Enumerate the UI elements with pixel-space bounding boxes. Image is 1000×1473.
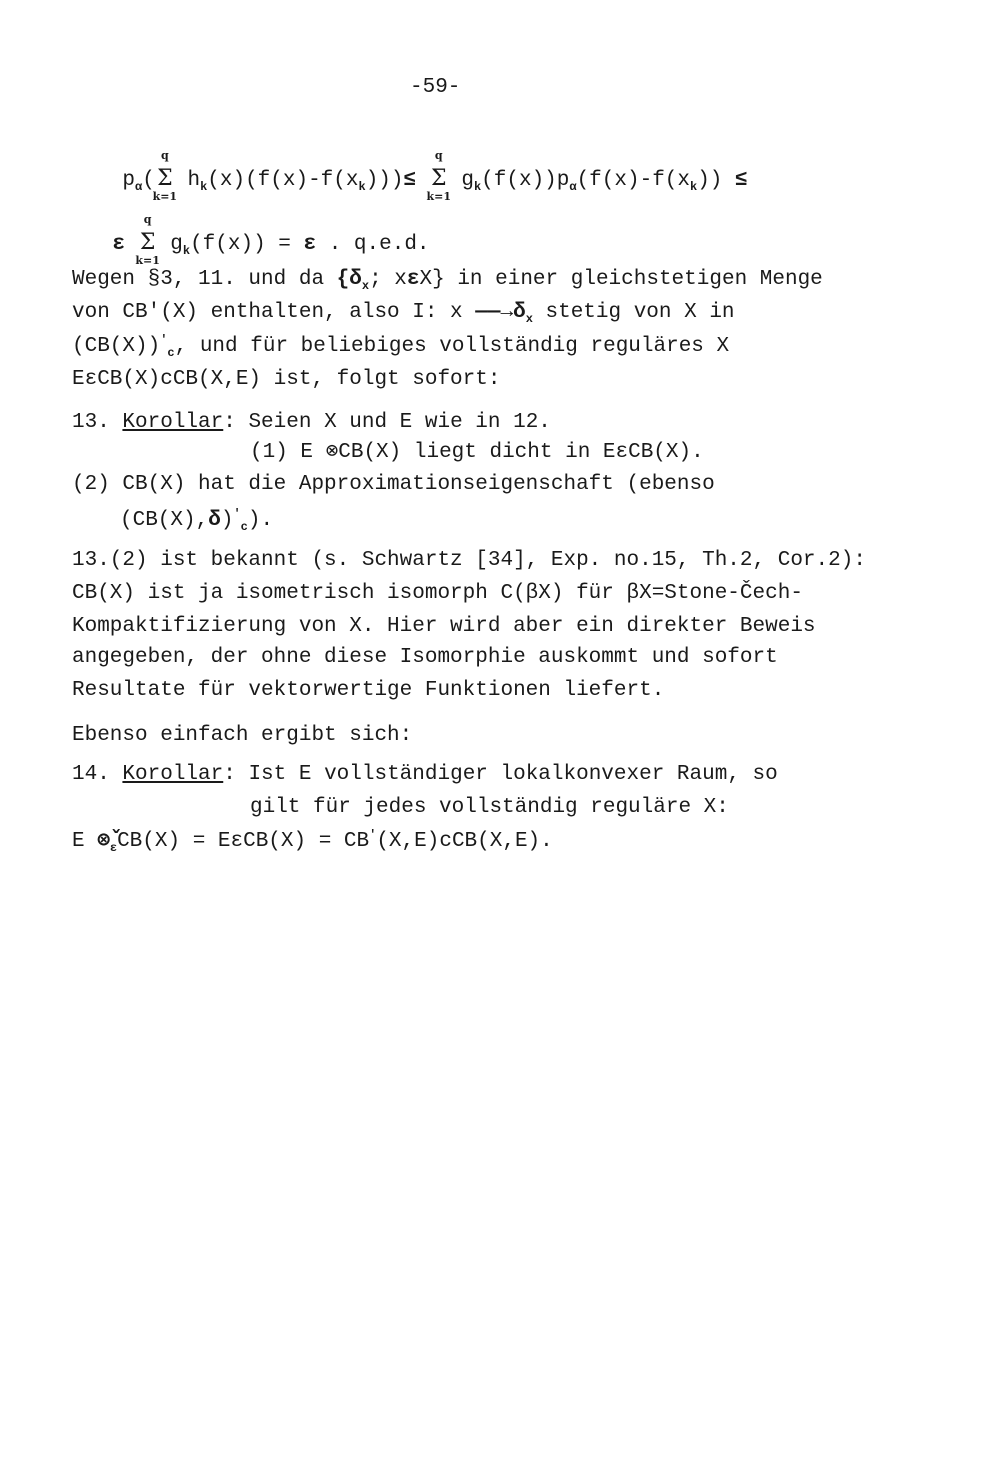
text-span: , und für beliebiges vollständig reguläres X — [174, 335, 730, 358]
paragraph-1-line-3 — [72, 334, 729, 361]
g-term-2: g — [170, 233, 183, 256]
leq-symbol-1: ≤ — [403, 169, 417, 192]
arrow-symbol: ——→ — [475, 301, 514, 324]
paragraph-2-line-2: CB(X) ist ja isometrisch isomorph C(βX) für βX=Stone-Čech- — [72, 582, 803, 605]
prime-superscript: ' — [233, 507, 241, 521]
paragraph-1-line-2 — [72, 300, 735, 327]
text-span: (CB(X), — [120, 509, 209, 532]
g-term-2-rest: (f(x)) — [190, 233, 266, 256]
h-subscript: k — [200, 180, 208, 194]
korollar-14-line-2: gilt für jedes vollständig reguläre X: — [250, 796, 729, 819]
delta-subscript: x — [361, 279, 370, 293]
set-open: {δ — [336, 268, 362, 291]
open-paren: ( — [142, 169, 155, 192]
text-span: (X,E)cCB(X,E). — [376, 830, 553, 853]
g-subscript-2: k — [182, 244, 191, 258]
p-symbol: p — [122, 169, 136, 192]
page-number: -59- — [410, 76, 461, 99]
prime-superscript: ' — [160, 333, 168, 347]
g-term: g — [461, 169, 474, 192]
sum3-lower: k=1 — [135, 254, 160, 267]
text-span: von CB'(X) enthalten, also I: x — [72, 301, 476, 324]
tensor-symbol: ⊗̌ — [97, 830, 110, 853]
alpha-subscript: α — [135, 180, 143, 194]
sum1-upper: q — [160, 149, 169, 162]
paragraph-2-line-5: Resultate für vektorwertige Funktionen liefert. — [72, 679, 665, 702]
close-parens-2: )) — [697, 169, 723, 192]
delta-symbol: δ — [208, 509, 221, 532]
leq-symbol-2: ≤ — [735, 169, 748, 192]
close-parens-1: ))) — [365, 169, 404, 192]
sum3-upper: q — [143, 213, 152, 226]
h-term-rest: (x)(f(x)-f(x — [207, 169, 359, 192]
paragraph-1-line-1 — [72, 267, 823, 294]
text-span: ). — [247, 509, 274, 532]
korollar-label: Korollar — [122, 763, 224, 786]
sum-symbol-3: Σ q k=1 — [135, 213, 160, 267]
alpha-subscript-2: α — [569, 180, 577, 194]
korollar-label: Korollar — [122, 411, 224, 434]
korollar-number: 14. — [72, 763, 123, 786]
x-subscript-2: k — [690, 180, 698, 194]
epsilon-2: ε — [303, 233, 317, 256]
korollar-13-item-2: (2) CB(X) hat die Approximationseigenschaft (ebenso — [72, 473, 715, 496]
paragraph-2-line-3: Kompaktifizierung von X. Hier wird aber ein direkter Beweis — [72, 615, 816, 638]
korollar-text: : Ist E vollständiger lokalkonvexer Raum, so — [223, 763, 778, 786]
sum-symbol-2: Σ q k=1 — [426, 149, 451, 203]
text-span: ; x — [369, 268, 407, 291]
delta-subscript-2: x — [525, 312, 533, 326]
equals-sign: = — [265, 233, 304, 256]
text-span: ) — [220, 509, 234, 532]
set-close: X} — [419, 268, 445, 291]
korollar-13-heading — [72, 410, 551, 436]
qed: . q.e.d. — [316, 233, 430, 256]
text-span: in einer gleichstetigen Menge — [444, 268, 823, 291]
epsilon-subscript: ε — [109, 841, 118, 855]
paragraph-2-line-4: angegeben, der ohne diese Isomorphie auskommt und sofort — [72, 646, 778, 669]
delta-symbol: δ — [513, 301, 526, 324]
korollar-14-heading — [72, 762, 778, 788]
sum2-lower: k=1 — [426, 190, 451, 203]
sum2-upper: q — [434, 149, 443, 162]
paragraph-3-line-1: Ebenso einfach ergibt sich: — [72, 724, 413, 747]
x-subscript-1: k — [358, 180, 366, 194]
text-span: Wegen §3, 11. und da — [72, 268, 337, 291]
text-span: CB(X) = EεCB(X) = CB — [117, 830, 370, 853]
text-span: stetig von X in — [532, 301, 735, 324]
paragraph-1-line-4: EεCB(X)cCB(X,E) ist, folgt sofort: — [72, 368, 501, 391]
epsilon-1: ε — [112, 233, 126, 256]
element-of-symbol: ε — [406, 268, 420, 291]
sum-symbol-1: Σ q k=1 — [152, 149, 178, 203]
sum1-lower: k=1 — [152, 190, 178, 203]
korollar-number: 13. — [72, 411, 123, 434]
g-term-rest: (f(x))p — [481, 169, 570, 192]
g-term-rest-2: (f(x)-f(x — [576, 169, 690, 192]
text-span: E — [72, 830, 98, 853]
korollar-13-item-2-cont — [120, 508, 273, 535]
paragraph-2-line-1: 13.(2) ist bekannt (s. Schwartz [34], Exp. no.15, Th.2, Cor.2): — [72, 549, 866, 572]
korollar-13-item-1: (1) E ⊗CB(X) liegt dicht in EεCB(X). — [250, 441, 704, 464]
korollar-text: : Seien X und E wie in 12. — [223, 411, 551, 434]
g-subscript: k — [473, 180, 482, 194]
korollar-14-line-3 — [72, 829, 553, 856]
c-subscript: c — [240, 520, 248, 534]
text-span: (CB(X)) — [72, 335, 161, 358]
h-term: h — [187, 169, 201, 192]
prime-superscript: ' — [369, 828, 377, 842]
c-subscript: c — [167, 346, 175, 360]
